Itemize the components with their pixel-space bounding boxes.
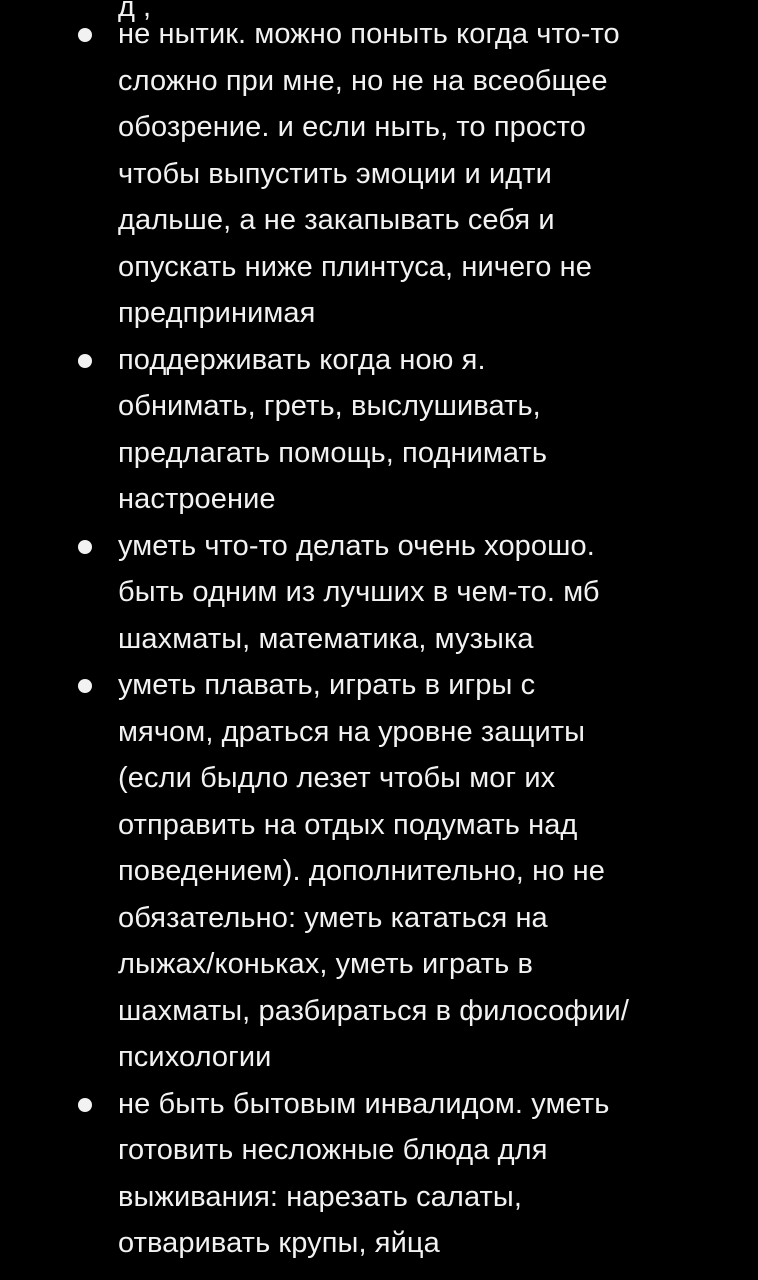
text-line: настроение xyxy=(118,483,276,515)
text-line: отваривать крупы, яйца xyxy=(118,1227,440,1259)
text-line: дальше, а не закапывать себя и xyxy=(118,204,555,236)
bullet-text xyxy=(118,1081,750,1267)
text-line: опускать ниже плинтуса, ничего не xyxy=(118,250,592,283)
bullet-item-3[interactable] xyxy=(0,523,758,663)
text-line: поддерживать когда ною я. xyxy=(118,343,486,376)
text-line: предлагать помощь, поднимать xyxy=(118,436,548,469)
text-line: обнимать, греть, выслушивать, xyxy=(118,390,541,422)
bullet-item-2[interactable] xyxy=(0,337,758,523)
text-line: мячом, драться на уровне защиты xyxy=(118,715,586,748)
text-line: уметь плавать, играть в игры с xyxy=(118,669,536,701)
text-line: отправить на отдых подумать над xyxy=(118,808,578,841)
bullet-text xyxy=(118,662,750,1081)
bullet-item-5[interactable] xyxy=(0,1081,758,1267)
bullet-item-4[interactable] xyxy=(0,662,758,1081)
text-line: (если быдло лезет чтобы мог их xyxy=(118,762,556,794)
cut-off-line: д , xyxy=(118,0,152,23)
text-line: быть одним из лучших в чем-то. мб xyxy=(118,576,600,608)
text-line: лыжах/коньках, уметь играть в xyxy=(118,948,534,980)
text-line: обязательно: уметь кататься на xyxy=(118,901,548,934)
text-line: предпринимая xyxy=(118,297,316,329)
text-line: шахматы, математика, музыка xyxy=(118,622,534,655)
bullet-dot-icon xyxy=(78,1098,92,1112)
text-line: уметь что-то делать очень хорошо. xyxy=(118,529,595,562)
bullet-dot-icon xyxy=(78,28,92,42)
bullet-dot-icon xyxy=(78,540,92,554)
text-line: готовить несложные блюда для xyxy=(118,1134,548,1166)
text-line: не быть бытовым инвалидом. уметь xyxy=(118,1087,610,1120)
text-line: выживания: нарезать салаты, xyxy=(118,1180,523,1213)
text-line: не нытик. можно поныть когда что-то xyxy=(118,18,620,50)
bullet-text xyxy=(118,11,750,337)
bullet-text xyxy=(118,523,750,663)
text-line: обозрение. и если ныть, то просто xyxy=(118,111,586,143)
text-line: поведением). дополнительно, но не xyxy=(118,855,605,887)
bullet-item-1[interactable] xyxy=(0,11,758,337)
text-line: психологии xyxy=(118,1041,272,1073)
bullet-dot-icon xyxy=(78,679,92,693)
bullet-dot-icon xyxy=(78,354,92,368)
bullet-list xyxy=(0,11,758,1267)
text-line: сложно при мне, но не на всеобщее xyxy=(118,64,608,97)
text-line: чтобы выпустить эмоции и идти xyxy=(118,157,552,190)
text-line: шахматы, разбираться в философии/ xyxy=(118,994,630,1027)
bullet-text xyxy=(118,337,750,523)
